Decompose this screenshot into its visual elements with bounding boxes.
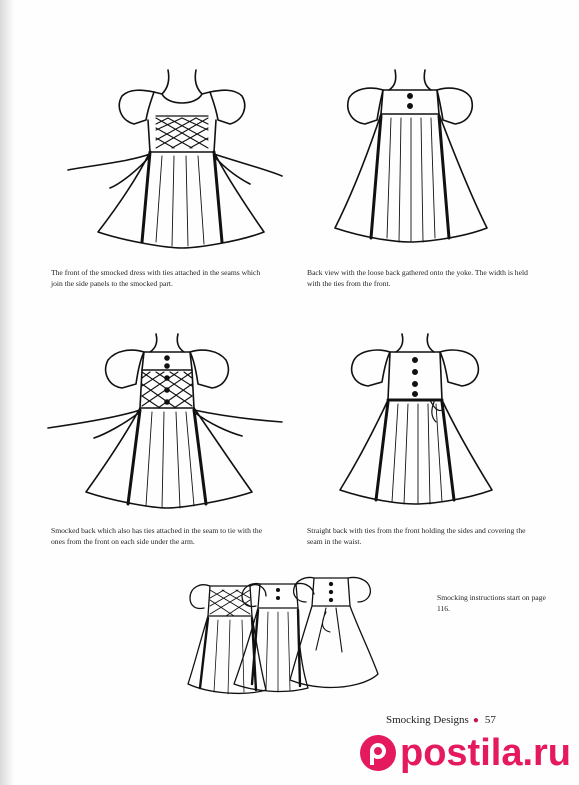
postila-logo-icon	[360, 735, 396, 771]
illustration-straight-back-dress	[330, 330, 500, 520]
book-title: Smocking Designs	[386, 714, 469, 726]
page-number: 57	[484, 714, 496, 726]
postila-watermark	[360, 728, 571, 778]
bullet-separator: ●	[472, 715, 479, 726]
caption-straight-back-view: Straight back with ties from the front holding the sides and covering the seam in the waist.	[307, 526, 526, 546]
page-footer	[386, 714, 496, 726]
caption-smocked-back-view: Smocked back which also has ties attached in the seam to tie with the ones from the front on each side under the arm.	[51, 526, 263, 546]
illustration-three-dresses	[186, 572, 382, 698]
caption-back-loose-view: Back view with the loose back gathered onto the yoke. The width is held with the ties from the front.	[307, 268, 528, 288]
watermark-text: postila.ru	[400, 732, 572, 774]
illustration-smocked-back-dress	[46, 330, 284, 520]
illustration-front-dress	[58, 66, 288, 256]
illustration-back-loose-dress	[325, 66, 495, 256]
page-binding-shadow	[0, 0, 14, 785]
note-smocking-instructions: Smocking instructions start on page 116.	[437, 593, 546, 613]
caption-front-view: The front of the smocked dress with ties attached in the seams which join the side panels to the smocked part.	[51, 268, 261, 288]
